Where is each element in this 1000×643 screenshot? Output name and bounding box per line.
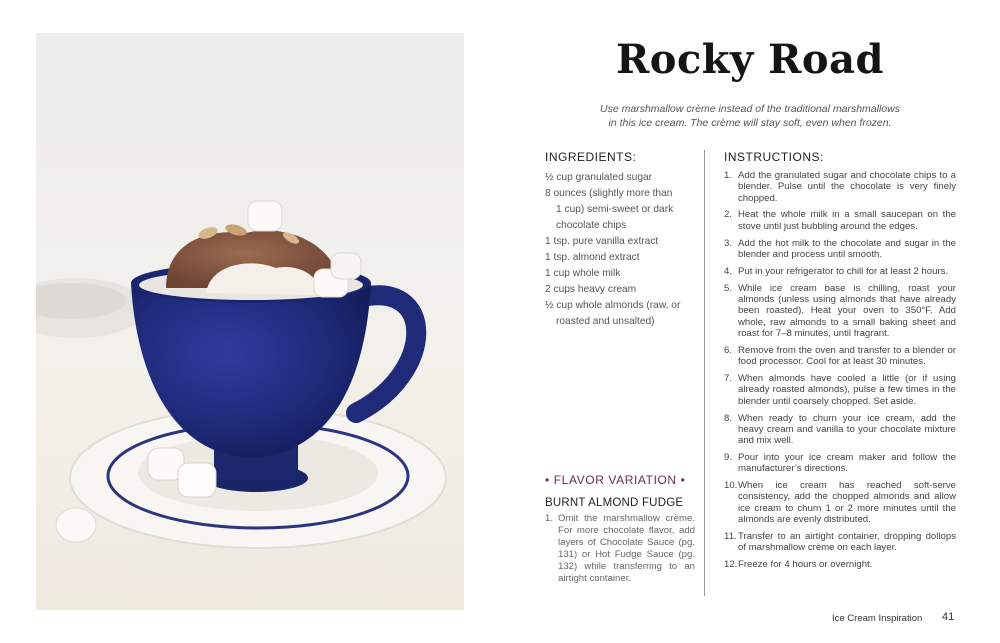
ingredient-line: 1 tsp. pure vanilla extract [545, 236, 659, 247]
instruction-step [724, 345, 956, 368]
step-number: 3. [724, 237, 733, 249]
footer-section-title: Ice Cream Inspiration [832, 613, 923, 624]
step-text: Freeze for 4 hours or overnight. [738, 559, 873, 571]
step-text: Pour into your ice cream maker and follow the manufacturer’s directions. [738, 451, 956, 475]
instruction-step [724, 452, 956, 475]
recipe-photo [36, 33, 464, 610]
step-text: When almonds have cooled a little (or if using already roasted almonds), pulse a few times in the blender until coarsely chopped. Set aside. [738, 373, 956, 407]
ingredient-line: 1 cup whole milk [545, 268, 621, 279]
flavor-item-number: 1. [545, 513, 554, 524]
column-divider [704, 150, 705, 596]
ingredient-line: roasted and unsalted) [556, 316, 655, 327]
instruction-step [724, 283, 956, 339]
ingredient-line: ½ cup whole almonds (raw, or [545, 300, 681, 311]
step-number: 7. [724, 373, 733, 385]
flavor-variation-item [545, 513, 695, 585]
step-number: 5. [724, 282, 733, 294]
ingredients-column [545, 150, 695, 330]
step-number: 2. [724, 209, 733, 221]
instruction-step [724, 413, 956, 447]
step-number: 10. [724, 480, 738, 492]
recipe-title: Rocky Road [616, 36, 884, 83]
step-text: Add the hot milk to the chocolate and sugar in the blender and process until smooth. [738, 237, 956, 260]
rocky-road-mug-illustration [36, 33, 464, 610]
instruction-step [724, 373, 956, 407]
ingredient-line: 1 cup) semi-sweet or dark [556, 204, 674, 215]
ingredient-line: chocolate chips [556, 220, 627, 231]
step-text: Add the granulated sugar and chocolate chips to a blender. Pulse until the chocolate is very finely chopped. [738, 170, 956, 204]
intro-line-2: in this ice cream. The crème will stay soft, even when frozen. [608, 117, 892, 129]
instruction-step [724, 266, 956, 277]
ingredients-list [545, 170, 695, 330]
step-text: Put in your refrigerator to chill for at least 2 hours. [738, 265, 949, 277]
step-number: 11. [724, 530, 737, 542]
bullet-dot-icon: • [680, 473, 686, 487]
step-number: 12. [724, 559, 738, 571]
flavor-variation-heading [545, 473, 695, 487]
flavor-item-text: Omit the marshmallow crème. For more chocolate flavor, add layers of Chocolate Sauce (pg. 131) or Hot Fudge Sauce (pg. 132) while transferring to an airtight container. [558, 513, 695, 584]
ingredient-line: ½ cup granulated sugar [545, 172, 653, 183]
step-number: 8. [724, 412, 733, 424]
step-number: 4. [724, 265, 733, 277]
instruction-step [724, 238, 956, 261]
flavor-variation-subheading: BURNT ALMOND FUDGE [545, 497, 684, 509]
instruction-step [724, 480, 956, 525]
instruction-step [724, 531, 956, 554]
step-text: When ready to churn your ice cream, add the heavy cream and vanilla to your chocolate mixture and mix well. [738, 412, 956, 447]
recipe-intro [560, 102, 940, 130]
ingredients-heading: INGREDIENTS: [545, 150, 637, 164]
ingredient-line: 1 tsp. almond extract [545, 252, 640, 263]
step-number: 9. [724, 451, 733, 463]
step-number: 1. [724, 170, 733, 181]
step-text: Remove from the oven and transfer to a blender or food processor. Cool for at least 30 minutes. [738, 344, 956, 368]
instructions-column [724, 150, 956, 576]
step-text: While ice cream base is chilling, roast your almonds (unless using almonds that have already been roasted). Heat your oven to 350°F. Add whole, raw almonds to a small baking sheet and roast for 7–8 minutes, until fragrant. [738, 282, 956, 339]
intro-line-1: Use marshmallow crème instead of the traditional marshmallows [600, 103, 900, 115]
instructions-list [724, 170, 956, 570]
ingredient-line: 8 ounces (slightly more than [545, 188, 673, 199]
step-text: When ice cream has reached soft-serve consistency, add the chopped almonds and allow ice cream to churn 1 or 2 more minutes until the almonds are evenly distributed. [738, 480, 956, 526]
flavor-variation [545, 473, 695, 585]
instruction-step [724, 170, 956, 204]
instructions-heading: INSTRUCTIONS: [724, 150, 824, 164]
instruction-step [724, 209, 956, 232]
flavor-variation-heading-text: FLAVOR VARIATION [553, 473, 677, 487]
step-text: Transfer to an airtight container, dropping dollops of marshmallow crème on each layer. [738, 530, 956, 554]
step-number: 6. [724, 344, 733, 356]
page-number: 41 [942, 611, 955, 623]
step-text: Heat the whole milk in a small saucepan on the stove until just bubbling around the edges. [738, 209, 956, 232]
bullet-dot-icon: • [545, 473, 550, 487]
instruction-step [724, 559, 956, 570]
ingredient-line: 2 cups heavy cream [545, 284, 637, 295]
